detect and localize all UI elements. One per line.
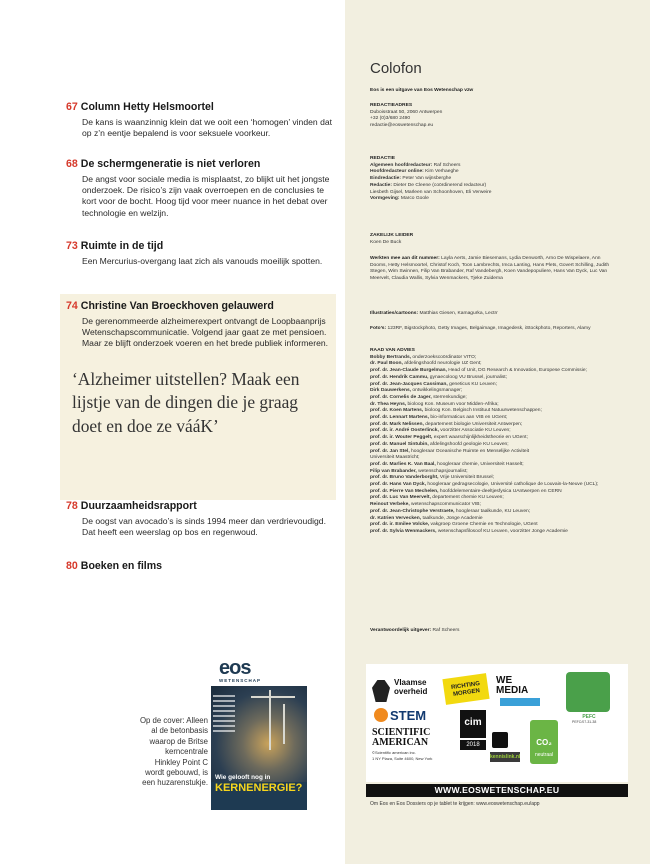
toc-title: Duurzaamheidsrapport [80, 500, 197, 512]
speaker-icon [492, 732, 508, 748]
toc-title: Boeken en films [80, 560, 163, 572]
colofon-line-value: hoogleraar chemie, Universiteit Hasselt; [437, 461, 524, 467]
kennislink-logo: kennislink.nl [490, 754, 521, 760]
we-media-bar [500, 698, 540, 706]
colofon-line-label: prof. dr. Hendrik Cammu, [370, 374, 429, 380]
colofon-line-label: Dirk Dauwerkens, [370, 388, 412, 394]
colofon-line-label: Reinout Verbeke, [370, 502, 410, 508]
colofon-line-value: bioloog Kon. Belgisch Instituut Natuurwetenschappen; [424, 408, 542, 414]
colofon-line [370, 196, 610, 203]
colofon-line-label: Eindredactie: [370, 176, 401, 182]
colofon-title: Colofon [370, 60, 422, 77]
pull-quote: ‘Alzheimer uitstellen? Maak een lijstje van de dingen die je graag doet en doe ze vááK’ [72, 369, 300, 436]
colofon-line-label: Algemeen hoofdredacteur: [370, 162, 433, 168]
colofon-redactie: REDACTIE Algemeen hoofdredacteur: Raf Scheers Hoofdredacteur online: Kim Verhaeghe Eindredactie: Peter Van wijnsberghe Redactie: Dieter De Cleene (coördinerend redacteur) Liesbeth Gijsel, Marleen van Schoonhoven, Eli Verweire Vormgeving: Marco Goole [370, 156, 610, 203]
colofon-line-label: prof. dr. Manuel Sintubin, [370, 441, 429, 447]
we-media-logo: WE MEDIA [496, 675, 529, 696]
colofon-line [370, 442, 610, 449]
colofon-line-label: prof. dr. Jean-Christophe Verstraete, [370, 508, 455, 514]
toc-item[interactable] [66, 560, 336, 573]
colofon-line-label: prof. dr. Lennart Martens, [370, 415, 429, 421]
colofon-address: REDACTIEADRES Duboisstraat 50, 2060 Antwerpen +32 (0)3/680 2490 redactie@eoswetenschap.eu [370, 103, 610, 130]
toc-number: 67 [66, 101, 78, 113]
toc-title: Column Hetty Helsmoortel [80, 101, 214, 113]
stem-logo: STEM [390, 708, 427, 723]
cover-caption: Op de cover: Alleen al de betonbasis waarop de Britse kerncentrale Hinkley Point C wordt gebouwd, is een huzarenstukje. [139, 716, 208, 788]
colofon-line [370, 529, 610, 536]
toc-number: 74 [66, 300, 78, 312]
colofon-line-value: hoogleraar taalkunde, KU Leuven; [455, 508, 531, 514]
email-link[interactable]: redactie@eoswetenschap.eu [370, 123, 434, 129]
colofon-line-value: vakgroep Groene Chemie en Technologie, UGent [430, 522, 538, 528]
toc-item[interactable] [66, 240, 336, 267]
colofon-line-label: dr. Thea Heyns, [370, 401, 407, 407]
colofon-illustrations: Illustraties/cartoons: Matthias Giesen, Kamagurka, Lectrr [370, 311, 498, 316]
colofon-line-label: Redactie: [370, 182, 393, 188]
stem-icon [374, 708, 388, 722]
colofon-line-label: dr. Katrien Vervecken, [370, 515, 422, 521]
colofon-line-value: Peter Van wijnsberghe [402, 176, 452, 182]
toc-number: 80 [66, 560, 78, 572]
colofon-line-label: prof. dr. Pierre Van Mechelen, [370, 488, 439, 494]
sciam-logo: SCIENTIFIC AMERICAN [372, 727, 431, 748]
colofon-line-value: hoofddelementaire-deeltjesfysica UAntwerpen en CERN [439, 488, 562, 494]
colofon-line-label: prof. dr. Mark Nelissen, [370, 421, 424, 427]
toc-title: Ruimte in de tijd [80, 240, 164, 252]
colofon-line-label: prof. dr. Jan Stel, [370, 448, 410, 454]
colofon-line-value: Vrije Universiteit Brussel; [439, 475, 495, 481]
colofon-line-value: geneticus KU Leuven; [449, 381, 497, 387]
colofon-line-value: hoogleraar gedragsecologie, Université catholique de Louvain-la-Neuve (UCL); [427, 482, 599, 488]
colofon-line-value: gynaecoloog VU Brussel, journalist; [429, 374, 508, 380]
colofon-line-label: prof. dr. ir. André Oosterlinck, [370, 428, 439, 434]
colofon-line [370, 176, 610, 183]
lion-icon [372, 680, 390, 702]
cim-logo: cim [460, 710, 486, 738]
colofon-line [370, 455, 610, 462]
cover-headline: Wie gelooft nog in [215, 774, 271, 781]
colofon-line-label: dr. Paul Boon, [370, 361, 403, 367]
colofon-photos: Foto’s: 123RF, Bigstockphoto, Getty Images, Belgaimage, Imagedesk, iStockphoto, Reporters, Alamy [370, 326, 591, 331]
colofon-line-value: afdelingshoofd neurologie UZ Gent; [404, 361, 482, 367]
website-link[interactable]: WWW.EOSWETENSCHAP.EU [366, 784, 628, 797]
colofon-line [370, 435, 610, 442]
toc-item[interactable] [66, 158, 336, 219]
vlaanderen-logo: Vlaamse overheid [394, 678, 428, 696]
app-footer: Om Eos en Eos Dossiers op je tablet te krijgen: www.eoswetenschap.eu/app [370, 801, 540, 807]
pefc-logo: PEFC [582, 714, 596, 720]
colofon-line-value: wetenschapscommunicator VIB; [411, 502, 481, 508]
colofon-publisher: Eos is een uitgave van Eos Wetenschap vzw [370, 88, 474, 93]
colofon-line-value: departement biologie Universiteit Antwerpen; [425, 421, 523, 427]
colofon-line-label: prof. dr. Hans Van Dyck, [370, 482, 426, 488]
toc-text: De gerenommeerde alzheimerexpert ontvangt de Loopbaanprijs Wetenschapscommunicatie. Volgend jaar gaat ze met pensioen. Maar ze blijft onderzoek voeren en het brede publiek informeren. [82, 316, 329, 349]
colofon-line-value: voorzitter Associatie KU Leuven; [440, 428, 511, 434]
colofon-line-label: prof. dr. Jean-Jacques Cassiman, [370, 381, 448, 387]
toc-number: 78 [66, 500, 78, 512]
toc-text: De oogst van avocado’s is sinds 1994 meer dan verdrievoudigd. Dat heeft een weerslag op bos en regenwoud. [82, 516, 326, 538]
cover-logo: eos [219, 657, 251, 679]
colofon-line-value: afdelingshoofd geologie KU Leuven; [430, 441, 509, 447]
toc-title: De schermgeneratie is niet verloren [80, 158, 261, 170]
colofon-line-label: prof. dr. Koen Martens, [370, 408, 424, 414]
toc-text: Een Mercurius-overgang laat zich als vanouds moeilijk spotten. [82, 256, 323, 266]
colofon-line [370, 502, 610, 509]
colofon-line-label: Vormgeving: [370, 196, 400, 202]
colofon-line-value: taalkunde, Jonge Academie [422, 515, 483, 521]
colofon-line [370, 509, 610, 516]
colofon-line-value: wetenschapsfilosoof KU Leuven, voorzitter Jonge Academie [437, 528, 568, 534]
colofon-line-value: Universiteit Maastricht; [370, 455, 420, 461]
colofon-line-value: wetenschapsjournalist; [418, 468, 468, 474]
colofon-line [370, 375, 610, 382]
colofon-line-label: prof. dr. Marlies K. Van Baal, [370, 461, 436, 467]
pefc-icon [566, 672, 610, 712]
colofon-line-value: Raf Scheers [433, 162, 461, 168]
cover-logo-sub: WETENSCHAP [219, 678, 262, 683]
colofon-line-label: prof. dr. Luc Van Meervelt, [370, 495, 431, 501]
toc-text: De kans is waanzinnig klein dat we ooit een ‘homogen’ vinden dat op z’n eentje bepalend is voor seksuele voorkeur. [82, 117, 333, 139]
colofon-line [370, 482, 610, 489]
colofon-line-value: Kim Verhaeghe [425, 169, 459, 175]
colofon-line [370, 462, 610, 469]
colofon-line-label: prof. dr. Bruno Vanderborght, [370, 475, 439, 481]
colofon-line [370, 388, 610, 395]
colofon-line-value: bio-informaticus aan VIB en UGent; [430, 415, 508, 421]
colofon-line-value: Liesbeth Gijsel, Marleen van Schoonhoven, Eli Verweire [370, 189, 492, 195]
colofon-line-value: Head of Unit, DG Research & Innovation, Europese Commissie; [448, 368, 587, 374]
colofon-line-value: departement chemie KU Leuven; [432, 495, 504, 501]
colofon-line-value: Marco Goole [400, 196, 429, 202]
toc-item[interactable] [66, 500, 336, 538]
colofon-line-label: Filip van Brabander, [370, 468, 417, 474]
colofon-line [370, 415, 610, 422]
colofon-line [370, 522, 610, 529]
colofon-line-value: ontwikkelingsmanager; [412, 388, 463, 394]
toc-number: 68 [66, 158, 78, 170]
colofon-line [370, 183, 610, 190]
colofon-line-label: Hoofdredacteur online: [370, 169, 424, 175]
colofon-line-label: prof. dr. Sylvia Wenmackers, [370, 528, 437, 534]
colofon-line-label: prof. dr. ir. Emilee Volcke, [370, 522, 430, 528]
colofon-advisory-board: RAAD VAN ADVIES Bobby Bertrands, onderzoekscoördinator VITO; dr. Paul Boon, afdelingshoofd neurologie UZ Gent; prof. dr. Jean-Claude Burgelman, Head of Unit, DG Research & Innovation, Europese Commissie; prof. dr. Hendrik Cammu, gynaecoloog VU Brussel, journalist; prof. dr. Jean-Jacques Cassiman, geneticus KU Leuven; Dirk Dauwerkens, ontwikkelingsmanager; prof. dr. Cornelis de Jager, sterrenkundige; dr. Thea Heyns, bioloog Kon. Museum voor Midden-Afrika; prof. dr. Koen Martens, bioloog Kon. Belgisch Instituut Natuurwetenschappen; prof. dr. Lennart Martens, bio-informaticus aan VIB en UGent; prof. dr. Mark Nelissen, departement biologie Universiteit Antwerpen; prof. dr. ir. André Oosterlinck, voorzitter Associatie KU Leuven; prof. dr. ir. Wouter Peggelt, expert waarschijnlijkheidstheorie en UGent; prof. dr. Manuel Sintubin, afdelingshoofd geologie KU Leuven; prof. dr. Jan Stel, hoogleraar Oceanische Ruimte en Menselijke Activiteit Universiteit Maastricht; prof. dr. Marlies K. Van Baal, hoogleraar chemie, Universiteit Hasselt; Filip van Brabander, wetenschapsjournalist; prof. dr. Bruno Vanderborght, Vrije Universiteit Brussel; prof. dr. Hans Van Dyck, hoogleraar gedragsecologie, Université catholique de Louvain-la-Neuve (UCL); prof. dr. Pierre Van Mechelen, hoofddelementaire-deeltjesfysica UAntwerpen en CERN prof. dr. Luc Van Meervelt, departement chemie KU Leuven; Reinout Verbeke, wetenschapscommunicator VIB; prof. dr. Jean-Christophe Verstraete, hoogleraar taalkunde, KU Leuven; dr. Katrien Vervecken, taalkunde, Jonge Academie prof. dr. ir. Emilee Volcke, vakgroep Groene Chemie en Technologie, UGent prof. dr. Sylvia Wenmackers, wetenschapsfilosoof KU Leuven, voorzitter Jonge Academie [370, 348, 610, 536]
toc-number: 73 [66, 240, 78, 252]
cover-headline-big: KERNENERGIE? [215, 782, 303, 794]
colofon-line [370, 395, 610, 402]
colofon-line-label: Bobby Bertrands, [370, 354, 412, 360]
colofon-line-label: prof. dr. Jean-Claude Burgelman, [370, 368, 447, 374]
toc-item[interactable] [66, 300, 336, 350]
colofon-contributors: Werkten mee aan dit nummer: Layla Aerts, Jamie Biesemans, Lydia Denworth, Arno De Wispelaere, Ann Dooms, Hetty Helsmoortel, Christof Koch, Toon Lambrechts, Imca Lanting, Hans Plets, Govert Schilling, Judith Stegen, Wim Swinnen, Filip Van Brabander, Raf Vandebergh, Koen Vandepopuliere, Hans Van Dyck, Luc Van Meervelt, Claudia Wallis, Sylvia Wenmackers, Tjeke Zuidema [370, 256, 610, 282]
colofon-line-value: sterrenkundige; [433, 394, 467, 400]
colofon-line-label: prof. dr. Cornelis de Jager, [370, 394, 432, 400]
sponsor-logos: Vlaamse overheid RICHTING MORGEN WE MEDIA PEFC PEFC/07-31-38 STEM SCIENTIFIC AMERICAN ©Scientific american inc. 1 NY Plaza, Suite 4600, New York cim 2018 kennislink.nl CO₂ neutraal [366, 664, 628, 782]
colofon-zakelijk: ZAKELIJK LEIDER Koen De Buck [370, 233, 414, 245]
colofon-line [370, 368, 610, 375]
colofon-line-label: prof. dr. ir. Wouter Peggelt, [370, 435, 433, 441]
richting-morgen-logo: RICHTING MORGEN [442, 673, 489, 705]
toc-title: Christine Van Broeckhoven gelauwerd [80, 300, 274, 312]
cover-image[interactable] [211, 656, 307, 810]
toc-item[interactable] [66, 101, 336, 139]
colofon-line-value: bioloog Kon. Museum voor Midden-Afrika; [407, 401, 499, 407]
colofon-publisher-responsible: Verantwoordelijk uitgever: Raf Scheers [370, 628, 460, 633]
toc-text: De angst voor sociale media is misplaatst, zo blijkt uit het jongste onderzoek. De risico’s zijn vaak overroepen en de conclusies te kort voor de bocht. Hoog tijd voor meer nuance in het debat over technologie en welzijn. [82, 174, 330, 218]
colofon-line-value: Dieter De Cleene (coördinerend redacteur) [393, 182, 487, 188]
colofon-line-value: onderzoekscoördinator VITO; [412, 354, 477, 360]
colofon-line-value: hoogleraar Oceanische Ruimte en Menselijke Activiteit [411, 448, 530, 454]
colofon-line-value: expert waarschijnlijkheidstheorie en UGent; [433, 435, 528, 441]
